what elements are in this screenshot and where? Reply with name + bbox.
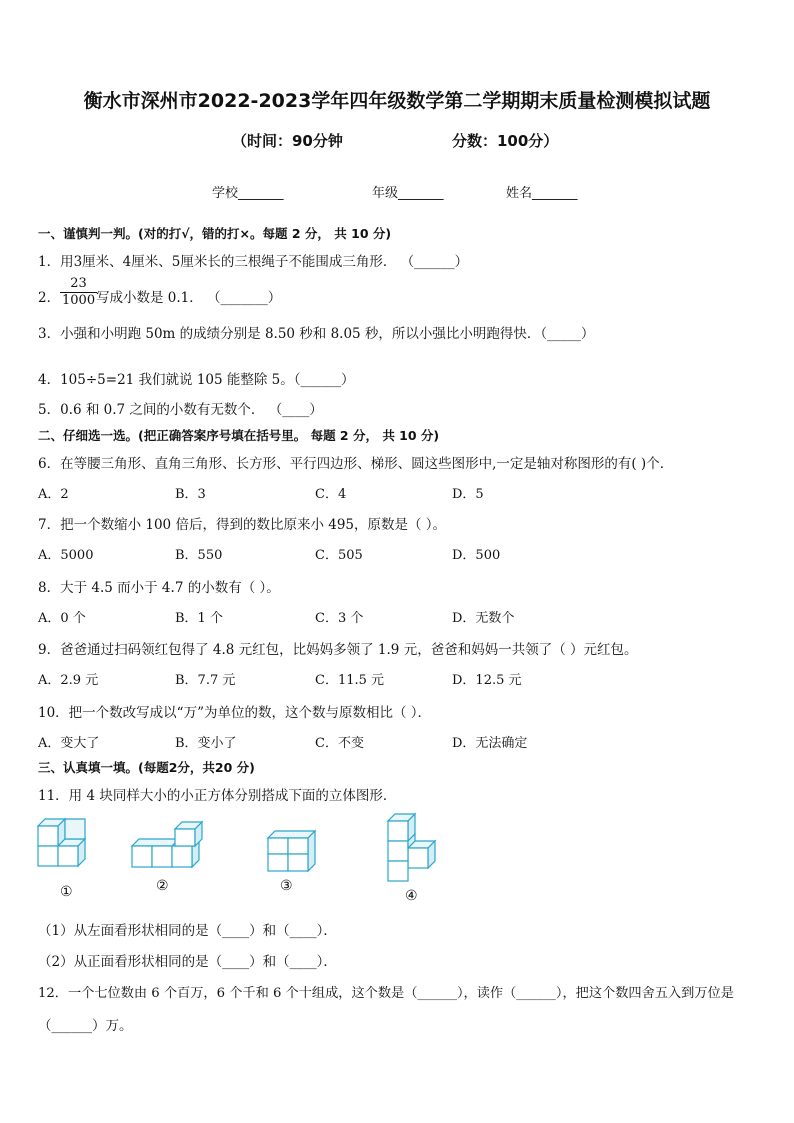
figure-label-1: ① <box>60 884 73 900</box>
cube-front-face <box>388 861 408 881</box>
question-11-part-1: （1）从左面看形状相同的是（____）和（____）． <box>38 923 337 939</box>
q7-option-a: A．5000 <box>38 548 94 563</box>
q9-option-b: B．7.7 元 <box>175 673 236 688</box>
q8-option-b: B．1 个 <box>175 611 223 626</box>
q10-option-a: A．变大了 <box>38 736 100 751</box>
school-field: 学校_______ <box>212 186 284 201</box>
question-12-line-1: 12．一个七位数由 6 个百万，6 个千和 6 个十组成，这个数是（______），读作（______），把这个数四舍五入到万位是 <box>38 986 734 1001</box>
name-field: 姓名_______ <box>506 186 578 201</box>
section-1-heading: 一、谨慎判一判。(对的打√，错的打×。每题 2 分， 共 10 分) <box>38 226 392 241</box>
grade-field: 年级_______ <box>372 186 444 201</box>
q9-option-c: C．11.5 元 <box>315 673 385 688</box>
cube-top-face <box>268 831 315 838</box>
fraction-denominator: 1000 <box>62 293 96 308</box>
question-11-part-2: （2）从正面看形状相同的是（____）和（____）． <box>38 954 337 970</box>
exam-score: 分数：100分） <box>452 132 559 150</box>
question-2-fraction <box>60 276 97 309</box>
section-3-heading: 三、认真填一填。(每题2分，共20 分) <box>38 760 255 775</box>
cube-front-face <box>172 846 192 867</box>
question-3: 3．小强和小明跑 50m 的成绩分别是 8.50 秒和 8.05 秒，所以小强比小明跑得快．（_____） <box>38 326 595 342</box>
figure-label-4: ④ <box>405 888 418 904</box>
q7-option-c: C．505 <box>315 548 363 563</box>
q10-option-b: B．变小了 <box>175 736 237 751</box>
cube-front-face <box>268 838 288 854</box>
cube-front-face <box>388 841 408 861</box>
q8-option-a: A．0 个 <box>38 611 86 626</box>
question-4: 4．105÷5=21 我们就说 105 能整除 5。（______） <box>38 372 355 388</box>
q10-option-d: D．无法确定 <box>452 736 528 751</box>
q9-option-a: A．2.9 元 <box>38 673 99 688</box>
figure-label-3: ③ <box>280 878 293 894</box>
cube-side-face <box>308 831 315 871</box>
question-5: 5．0.6 和 0.7 之间的小数有无数个． （____） <box>38 402 323 418</box>
cube-figure-4 <box>380 812 446 884</box>
question-2-prefix: 2． <box>38 290 61 306</box>
question-7: 7．把一个数缩小 100 倍后，得到的数比原来小 495，原数是（ ）。 <box>38 517 447 533</box>
q6-option-a: A．2 <box>38 487 69 502</box>
question-12-line-2: （______）万。 <box>38 1018 133 1034</box>
cube-figure-1 <box>36 815 100 879</box>
q10-option-c: C．不变 <box>315 736 364 751</box>
cube-front-face <box>38 846 58 866</box>
question-1: 1．用3厘米、4厘米、5厘米长的三根绳子不能围成三角形． （______） <box>38 254 469 270</box>
q7-option-b: B．550 <box>175 548 223 563</box>
question-6: 6．在等腰三角形、直角三角形、长方形、平行四边形、梯形、圆这些图形中,一定是轴对称图形的有( )个． <box>38 456 674 472</box>
cube-front-face <box>288 838 308 854</box>
page-title: 衡水市深州市2022-2023学年四年级数学第二学期期末质量检测模拟试题 <box>83 90 711 112</box>
question-11: 11．用 4 块同样大小的小正方体分别搭成下面的立体图形． <box>38 788 397 804</box>
q7-option-d: D．500 <box>452 548 501 563</box>
cube-front-face <box>268 854 288 871</box>
q9-option-d: D．12.5 元 <box>452 673 522 688</box>
fraction-numerator: 23 <box>60 276 97 293</box>
q6-option-c: C．4 <box>315 487 347 502</box>
q8-option-d: D．无数个 <box>452 611 515 626</box>
question-10: 10．把一个数改写成以“万”为单位的数，这个数与原数相比（ ）． <box>38 705 432 721</box>
question-8: 8．大于 4.5 而小于 4.7 的小数有（ ）。 <box>38 580 280 596</box>
figure-label-2: ② <box>156 878 169 894</box>
cube-figure-2 <box>130 820 216 872</box>
cube-front-face <box>175 829 195 846</box>
q6-option-d: D．5 <box>452 487 484 502</box>
cube-front-face <box>132 846 152 867</box>
cube-front-face <box>288 854 308 871</box>
question-2-text: 写成小数是 0.1． （_______） <box>96 290 282 306</box>
q8-option-c: C．3 个 <box>315 611 364 626</box>
exam-time: （时间：90分钟 <box>232 132 343 150</box>
cube-back-face <box>65 819 85 839</box>
cube-front-face <box>408 848 428 868</box>
cube-front-face <box>58 846 78 866</box>
cube-front-face <box>38 826 58 846</box>
section-2-heading: 二、仔细选一选。(把正确答案序号填在括号里。 每题 2 分， 共 10 分) <box>38 428 440 443</box>
question-9: 9．爸爸通过扫码领红包得了 4.8 元红包，比妈妈多领了 1.9 元，爸爸和妈妈一共领了（ ）元红包。 <box>38 642 638 658</box>
q6-option-b: B．3 <box>175 487 206 502</box>
cube-front-face <box>388 821 408 841</box>
cube-figure-3 <box>266 826 332 874</box>
cube-front-face <box>152 846 172 867</box>
